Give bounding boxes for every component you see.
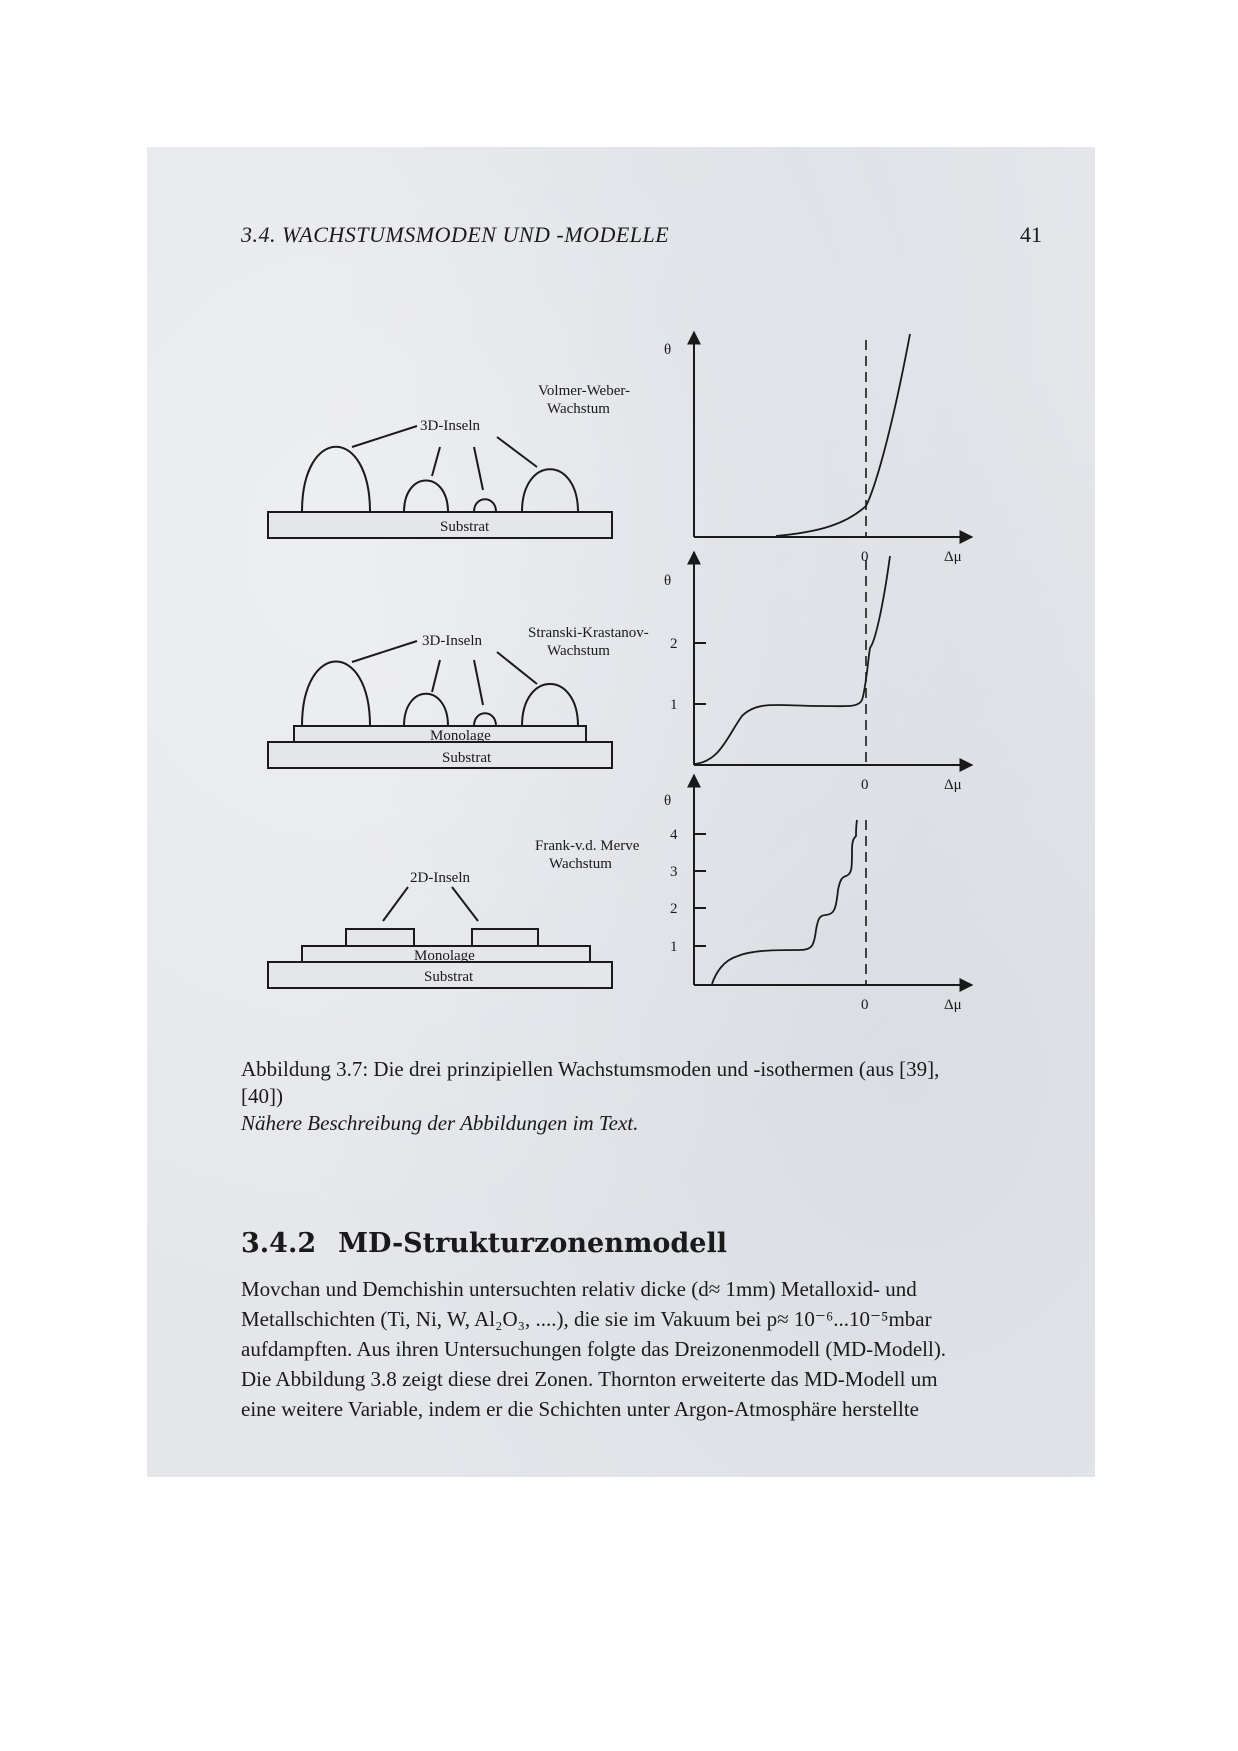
substrate-label: Substrat (424, 969, 474, 985)
y-tick-label: 1 (670, 697, 678, 713)
substrate-layer (268, 742, 612, 768)
body-line: aufdampften. Aus ihren Untersuchungen folgte das Dreizonenmodell (MD-Modell). (241, 1337, 947, 1361)
mode-label: Stranski-Krastanov- (528, 625, 649, 641)
y-axis-label: θ (664, 342, 672, 358)
x-zero-label: 0 (861, 549, 869, 565)
caption-line: [40]) (241, 1084, 283, 1108)
section-heading (241, 1228, 727, 1259)
pointer-line (474, 660, 483, 705)
pointer-line (432, 660, 440, 692)
x-zero-label: 0 (861, 777, 869, 793)
pointer-line (432, 447, 440, 476)
substrate-label: Substrat (442, 750, 492, 766)
x-axis-label: Δμ (944, 997, 962, 1013)
island-3d (522, 469, 578, 512)
section-title: MD-Strukturzonenmodell (338, 1228, 727, 1259)
page-number: 41 (1020, 222, 1042, 247)
isotherm-curve (712, 820, 857, 984)
pointer-line (474, 447, 483, 490)
y-tick-label: 2 (670, 636, 678, 652)
island-3d (302, 662, 370, 727)
isotherm-curve (694, 556, 890, 764)
body-line: eine weitere Variable, indem er die Schichten unter Argon-Atmosphäre herstellte (241, 1397, 919, 1421)
island-3d (522, 684, 578, 726)
mode-label: Wachstum (547, 401, 610, 417)
figure-caption (241, 1056, 1061, 1137)
mode-label: Wachstum (547, 643, 610, 659)
islands-label: 3D-Inseln (422, 633, 482, 649)
stranski-krastanov-schematic (268, 641, 612, 768)
island-3d (404, 694, 448, 726)
islands-label: 3D-Inseln (420, 418, 480, 434)
island-3d (474, 499, 496, 512)
mode-label: Wachstum (549, 856, 612, 872)
caption-note: Nähere Beschreibung der Abbildungen im Text. (241, 1111, 639, 1135)
pointer-line (497, 652, 537, 684)
pointer-line (352, 641, 417, 662)
body-line: Movchan und Demchishin untersuchten relativ dicke (d≈ 1mm) Metalloxid- und (241, 1277, 917, 1301)
y-axis-label: θ (664, 573, 672, 589)
isotherm-curve (776, 334, 910, 536)
x-axis-label: Δμ (944, 777, 962, 793)
island-2d (346, 929, 414, 946)
pointer-line (497, 437, 537, 467)
y-axis-label: θ (664, 793, 672, 809)
mode-label: Volmer-Weber- (538, 383, 631, 399)
island-2d (472, 929, 538, 946)
body-line: Metallschichten (Ti, Ni, W, Al₂O₃, ....), die sie im Vakuum bei p≈ 10⁻⁶...10⁻⁵mbar (241, 1307, 932, 1331)
islands-label: 2D-Inseln (410, 870, 470, 886)
body-line: Die Abbildung 3.8 zeigt diese drei Zonen. Thornton erweiterte das MD-Modell um (241, 1367, 938, 1391)
mode-label: Frank-v.d. Merve (535, 838, 640, 854)
substrate-label: Substrat (440, 519, 490, 535)
y-tick-label: 3 (670, 864, 678, 880)
x-axis-label: Δμ (944, 549, 962, 565)
island-3d (474, 713, 496, 726)
running-head: 3.4. WACHSTUMSMODEN UND -MODELLE (241, 222, 670, 247)
x-zero-label: 0 (861, 997, 869, 1013)
island-3d (404, 481, 448, 513)
monolayer-label: Monolage (414, 948, 475, 964)
monolayer-label: Monolage (430, 728, 491, 744)
stranski-krastanov-isotherm (694, 552, 972, 765)
pointer-line (452, 887, 478, 921)
frank-van-der-merwe-isotherm (694, 775, 972, 985)
y-tick-label: 1 (670, 939, 678, 955)
pointer-line (383, 887, 408, 921)
island-3d (302, 447, 370, 512)
y-tick-label: 2 (670, 901, 678, 917)
y-tick-label: 4 (670, 827, 678, 843)
body-paragraph (241, 1274, 1061, 1424)
volmer-weber-isotherm (694, 332, 972, 537)
caption-line: Abbildung 3.7: Die drei prinzipiellen Wachstumsmoden und -isothermen (aus [39], (241, 1057, 940, 1081)
section-number: 3.4.2 (241, 1228, 317, 1259)
pointer-line (352, 426, 417, 447)
